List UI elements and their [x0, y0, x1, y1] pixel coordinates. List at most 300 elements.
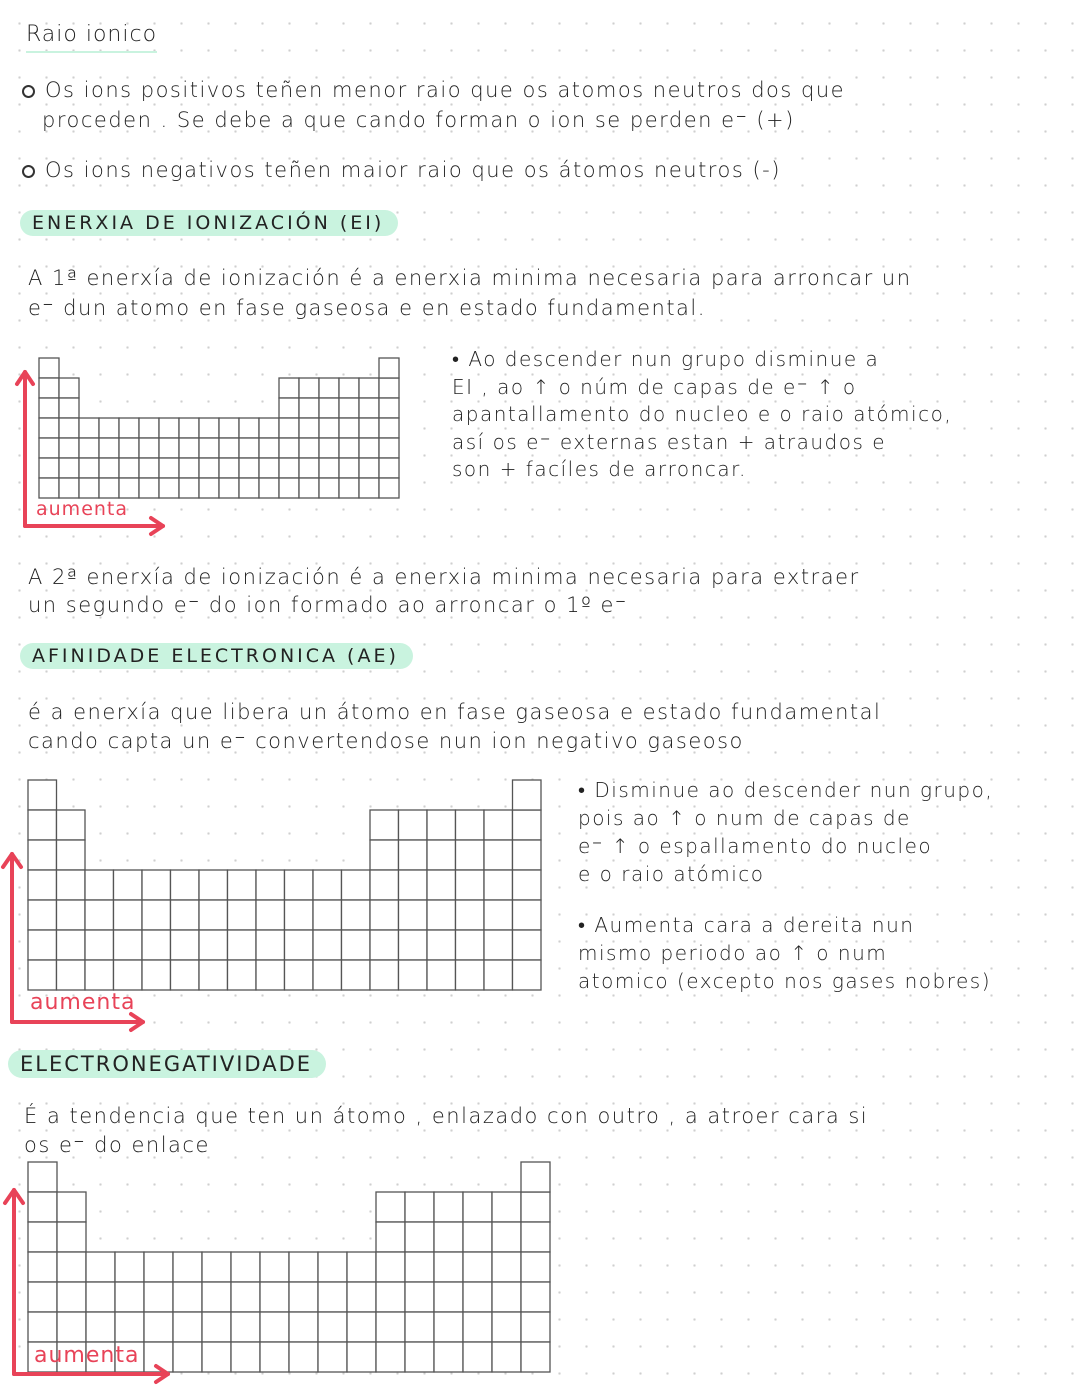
- table-cell: [173, 1282, 202, 1312]
- table-cell: [399, 900, 428, 930]
- table-cell: [173, 1312, 202, 1342]
- table-cell: [57, 1312, 86, 1342]
- table-cell: [228, 870, 257, 900]
- table-cell: [39, 418, 59, 438]
- table-cell: [339, 438, 359, 458]
- table-cell: [319, 418, 339, 438]
- ae-note-line: • Aumenta cara a dereita nun: [578, 913, 915, 937]
- table-cell: [59, 398, 79, 418]
- table-cell: [456, 960, 485, 990]
- table-cell: [171, 930, 200, 960]
- table-cell: [159, 458, 179, 478]
- table-cell: [463, 1282, 492, 1312]
- table-cell: [456, 930, 485, 960]
- table-cell: [313, 870, 342, 900]
- table-cell: [399, 870, 428, 900]
- table-cell: [179, 478, 199, 498]
- table-cell: [289, 1252, 318, 1282]
- table-cell: [159, 478, 179, 498]
- table-cell: [173, 1342, 202, 1372]
- table-cell: [159, 418, 179, 438]
- table-cell: [256, 900, 285, 930]
- table-cell: [319, 398, 339, 418]
- table-cell: [28, 1282, 57, 1312]
- table-cell: [359, 438, 379, 458]
- table-cell: [28, 840, 57, 870]
- table-cell: [492, 1282, 521, 1312]
- table-cell: [57, 1282, 86, 1312]
- table-cell: [260, 1342, 289, 1372]
- table-cell: [259, 458, 279, 478]
- table-cell: [405, 1312, 434, 1342]
- table-cell: [28, 1162, 57, 1192]
- table-cell: [114, 870, 143, 900]
- table-cell: [456, 900, 485, 930]
- table-cell: [114, 960, 143, 990]
- table-cell: [279, 398, 299, 418]
- ei-note-line: • Ao descender nun grupo disminue a: [452, 347, 880, 371]
- table-cell: [28, 810, 57, 840]
- table-cell: [318, 1312, 347, 1342]
- table-cell: [339, 458, 359, 478]
- ae-notes-1: [578, 776, 993, 888]
- table-cell: [347, 1282, 376, 1312]
- table-cell: [484, 900, 513, 930]
- table-cell: [256, 870, 285, 900]
- table-cell: [427, 960, 456, 990]
- table-cell: [299, 398, 319, 418]
- table-cell: [59, 378, 79, 398]
- table-cell: [259, 478, 279, 498]
- table-cell: [119, 438, 139, 458]
- table-cell: [39, 478, 59, 498]
- table-cell: [285, 900, 314, 930]
- table-cell: [319, 438, 339, 458]
- table-cell: [139, 458, 159, 478]
- table-cell: [376, 1222, 405, 1252]
- table-cell: [342, 900, 371, 930]
- table-cell: [379, 418, 399, 438]
- table-cell: [86, 1312, 115, 1342]
- table-cell: [85, 900, 114, 930]
- table-cell: [114, 900, 143, 930]
- table-cell: [115, 1252, 144, 1282]
- table-cell: [521, 1282, 550, 1312]
- table-cell: [492, 1192, 521, 1222]
- table-cell: [171, 960, 200, 990]
- table-cell: [370, 930, 399, 960]
- table-cell: [179, 438, 199, 458]
- ae-note-line: e⁻ ↑ o espallamento do nucleo: [578, 834, 933, 858]
- table-cell: [171, 900, 200, 930]
- table-cell: [376, 1342, 405, 1372]
- periodic-table-ei: [15, 350, 435, 550]
- table-cell: [199, 458, 219, 478]
- table-cell: [259, 438, 279, 458]
- table-cell: [484, 840, 513, 870]
- table-cell: [463, 1222, 492, 1252]
- table-cell: [285, 870, 314, 900]
- table-cell: [342, 930, 371, 960]
- table-cell: [86, 1252, 115, 1282]
- table-cell: [119, 458, 139, 478]
- table-cell: [434, 1252, 463, 1282]
- table-cell: [279, 458, 299, 478]
- table-cell: [405, 1222, 434, 1252]
- raio-bullet-1-line2: proceden . Se debe a que cando forman o ion se perden e⁻ (+): [42, 108, 795, 132]
- table-grid: [28, 1162, 550, 1372]
- table-cell: [405, 1192, 434, 1222]
- raio-bullet-1-line1: Os ions positivos teñen menor raio que os atomos neutros dos que: [45, 78, 846, 102]
- table-cell: [339, 418, 359, 438]
- table-cell: [39, 398, 59, 418]
- table-cell: [405, 1282, 434, 1312]
- table-cell: [492, 1222, 521, 1252]
- table-cell: [434, 1282, 463, 1312]
- table-cell: [376, 1252, 405, 1282]
- table-cell: [379, 378, 399, 398]
- table-cell: [114, 930, 143, 960]
- table-cell: [57, 1252, 86, 1282]
- table-cell: [484, 960, 513, 990]
- table-cell: [379, 398, 399, 418]
- table-cell: [342, 870, 371, 900]
- table-cell: [434, 1192, 463, 1222]
- table-cell: [521, 1312, 550, 1342]
- table-cell: [279, 478, 299, 498]
- table-cell: [202, 1342, 231, 1372]
- table-cell: [434, 1342, 463, 1372]
- table-cell: [434, 1222, 463, 1252]
- ei-definition-line2: e⁻ dun atomo en fase gaseosa e en estado fundamental.: [28, 296, 706, 320]
- table-cell: [79, 458, 99, 478]
- table-cell: [379, 358, 399, 378]
- table-cell: [279, 438, 299, 458]
- table-cell: [463, 1192, 492, 1222]
- table-cell: [85, 870, 114, 900]
- table-cell: [299, 458, 319, 478]
- table-cell: [142, 930, 171, 960]
- bullet-icon: [22, 165, 35, 178]
- table-cell: [513, 840, 542, 870]
- ae-definition-line1: é a enerxía que libera un átomo en fase gaseosa e estado fundamental: [28, 700, 882, 724]
- table-cell: [144, 1252, 173, 1282]
- table-cell: [463, 1312, 492, 1342]
- table-cell: [256, 930, 285, 960]
- table-cell: [99, 438, 119, 458]
- table-grid: [39, 358, 399, 498]
- table-cell: [139, 418, 159, 438]
- table-cell: [521, 1252, 550, 1282]
- table-cell: [228, 960, 257, 990]
- table-cell: [513, 780, 542, 810]
- table-cell: [289, 1282, 318, 1312]
- table-cell: [347, 1252, 376, 1282]
- table-cell: [142, 870, 171, 900]
- ei-note-line: son + facíles de arroncar.: [452, 457, 747, 481]
- table-cell: [313, 960, 342, 990]
- table-cell: [370, 840, 399, 870]
- table-cell: [115, 1312, 144, 1342]
- table-cell: [57, 1222, 86, 1252]
- table-cell: [28, 960, 57, 990]
- table-cell: [399, 810, 428, 840]
- table-cell: [299, 418, 319, 438]
- table-cell: [347, 1342, 376, 1372]
- table-cell: [513, 930, 542, 960]
- table-cell: [513, 960, 542, 990]
- table-cell: [231, 1282, 260, 1312]
- table-cell: [313, 900, 342, 930]
- table-cell: [228, 900, 257, 930]
- table-cell: [179, 458, 199, 478]
- table-cell: [427, 900, 456, 930]
- table-cell: [99, 458, 119, 478]
- ei-heading: ENERXIA DE IONIZACIÓN (EI): [20, 210, 398, 236]
- table-cell: [299, 438, 319, 458]
- table-cell: [484, 810, 513, 840]
- table-cell: [79, 438, 99, 458]
- table-cell: [239, 478, 259, 498]
- table-cell: [28, 1222, 57, 1252]
- table-cell: [28, 1312, 57, 1342]
- table-cell: [173, 1252, 202, 1282]
- table-cell: [285, 960, 314, 990]
- table-cell: [199, 418, 219, 438]
- ei-definition-line1: A 1ª enerxía de ionización é a enerxia minima necesaria para arroncar un: [28, 266, 912, 290]
- table-cell: [28, 1192, 57, 1222]
- table-cell: [359, 378, 379, 398]
- table-cell: [359, 398, 379, 418]
- table-cell: [339, 378, 359, 398]
- table-cell: [405, 1342, 434, 1372]
- table-cell: [28, 930, 57, 960]
- table-cell: [199, 960, 228, 990]
- ae-definition-line2: cando capta un e⁻ convertendose nun ion negativo gaseoso: [28, 729, 744, 753]
- table-cell: [484, 870, 513, 900]
- raio-bullet-1: [22, 78, 845, 102]
- table-cell: [339, 398, 359, 418]
- table-cell: [289, 1342, 318, 1372]
- ae-note-line: atomico (excepto nos gases nobres): [578, 969, 992, 993]
- table-cell: [379, 458, 399, 478]
- table-cell: [142, 960, 171, 990]
- aumenta-label-ei: aumenta: [36, 498, 129, 520]
- table-cell: [119, 478, 139, 498]
- table-cell: [85, 960, 114, 990]
- table-cell: [456, 870, 485, 900]
- table-cell: [347, 1312, 376, 1342]
- table-cell: [299, 478, 319, 498]
- table-cell: [492, 1312, 521, 1342]
- table-cell: [202, 1252, 231, 1282]
- table-cell: [379, 478, 399, 498]
- table-cell: [370, 870, 399, 900]
- ae-note-line: pois ao ↑ o num de capas de: [578, 806, 911, 830]
- table-cell: [219, 438, 239, 458]
- table-cell: [199, 478, 219, 498]
- table-cell: [57, 960, 86, 990]
- table-cell: [139, 438, 159, 458]
- table-cell: [399, 930, 428, 960]
- table-cell: [359, 478, 379, 498]
- table-cell: [39, 378, 59, 398]
- table-cell: [86, 1282, 115, 1312]
- table-cell: [85, 930, 114, 960]
- table-cell: [399, 960, 428, 990]
- table-cell: [199, 870, 228, 900]
- table-cell: [79, 418, 99, 438]
- table-cell: [299, 378, 319, 398]
- raio-bullet-2-text: Os ions negativos teñen maior raio que os átomos neutros (-): [45, 158, 781, 182]
- table-cell: [199, 930, 228, 960]
- table-cell: [376, 1192, 405, 1222]
- table-cell: [144, 1282, 173, 1312]
- table-cell: [28, 870, 57, 900]
- ei-notes: [452, 346, 952, 484]
- table-cell: [370, 810, 399, 840]
- table-cell: [370, 900, 399, 930]
- table-cell: [239, 438, 259, 458]
- table-cell: [231, 1252, 260, 1282]
- table-cell: [57, 1192, 86, 1222]
- table-cell: [239, 418, 259, 438]
- table-cell: [318, 1342, 347, 1372]
- table-cell: [202, 1282, 231, 1312]
- table-cell: [463, 1342, 492, 1372]
- table-cell: [199, 900, 228, 930]
- table-cell: [219, 458, 239, 478]
- table-cell: [144, 1312, 173, 1342]
- table-cell: [202, 1312, 231, 1342]
- ei-second-line1: A 2ª enerxía de ionización é a enerxia minima necesaria para extraer: [28, 565, 860, 589]
- ae-note-line: • Disminue ao descender nun grupo,: [578, 778, 994, 802]
- table-cell: [339, 478, 359, 498]
- table-cell: [28, 780, 57, 810]
- table-cell: [313, 930, 342, 960]
- table-cell: [513, 900, 542, 930]
- table-cell: [492, 1342, 521, 1372]
- table-cell: [427, 810, 456, 840]
- table-cell: [379, 438, 399, 458]
- table-cell: [319, 378, 339, 398]
- table-cell: [142, 900, 171, 930]
- table-cell: [279, 418, 299, 438]
- ae-heading: AFINIDADE ELECTRONICA (AE): [20, 643, 413, 669]
- table-cell: [115, 1282, 144, 1312]
- ae-notes-2: [578, 911, 991, 995]
- table-cell: [79, 478, 99, 498]
- table-cell: [427, 870, 456, 900]
- table-cell: [319, 458, 339, 478]
- aumenta-label-ae: aumenta: [30, 990, 136, 1015]
- table-cell: [260, 1252, 289, 1282]
- table-cell: [521, 1192, 550, 1222]
- table-cell: [179, 418, 199, 438]
- table-cell: [256, 960, 285, 990]
- table-cell: [456, 810, 485, 840]
- table-cell: [39, 358, 59, 378]
- table-cell: [231, 1342, 260, 1372]
- table-cell: [318, 1282, 347, 1312]
- table-cell: [359, 418, 379, 438]
- table-cell: [376, 1312, 405, 1342]
- table-cell: [171, 870, 200, 900]
- page-title: Raio ionico: [26, 22, 157, 53]
- table-cell: [57, 900, 86, 930]
- table-cell: [513, 870, 542, 900]
- ei-note-line: así os e⁻ externas estan + atraudos e: [452, 429, 887, 454]
- table-cell: [289, 1312, 318, 1342]
- table-cell: [119, 418, 139, 438]
- table-cell: [405, 1252, 434, 1282]
- table-cell: [285, 930, 314, 960]
- table-cell: [376, 1282, 405, 1312]
- table-cell: [57, 810, 86, 840]
- table-cell: [59, 478, 79, 498]
- table-cell: [99, 478, 119, 498]
- table-cell: [484, 930, 513, 960]
- table-cell: [279, 378, 299, 398]
- ei-second-line2: un segundo e⁻ do ion formado ao arroncar o 1º e⁻: [28, 593, 628, 617]
- table-cell: [59, 458, 79, 478]
- table-cell: [228, 930, 257, 960]
- table-cell: [260, 1282, 289, 1312]
- en-heading: ELECTRONEGATIVIDADE: [8, 1050, 326, 1078]
- table-cell: [59, 418, 79, 438]
- table-cell: [463, 1252, 492, 1282]
- table-cell: [427, 840, 456, 870]
- table-cell: [57, 870, 86, 900]
- en-definition-line1: É a tendencia que ten un átomo , enlazado con outro , a atroer cara si: [24, 1104, 869, 1128]
- table-cell: [99, 418, 119, 438]
- bullet-icon: [22, 85, 35, 98]
- table-cell: [260, 1312, 289, 1342]
- table-cell: [59, 438, 79, 458]
- table-grid: [28, 780, 541, 990]
- table-cell: [521, 1342, 550, 1372]
- table-cell: [139, 478, 159, 498]
- ei-note-line: apantallamento do nucleo e o raio atómico,: [452, 402, 953, 426]
- en-definition-line2: os e⁻ do enlace: [24, 1133, 210, 1157]
- aumenta-label-en: aumenta: [34, 1343, 140, 1368]
- table-cell: [259, 418, 279, 438]
- table-cell: [521, 1222, 550, 1252]
- table-cell: [434, 1312, 463, 1342]
- table-cell: [492, 1252, 521, 1282]
- table-cell: [239, 458, 259, 478]
- table-cell: [342, 960, 371, 990]
- table-cell: [219, 478, 239, 498]
- ae-note-line: mismo periodo ao ↑ o num: [578, 941, 888, 965]
- table-cell: [318, 1252, 347, 1282]
- table-cell: [513, 810, 542, 840]
- raio-bullet-2: [22, 158, 781, 182]
- table-cell: [219, 418, 239, 438]
- table-cell: [28, 1252, 57, 1282]
- table-cell: [159, 438, 179, 458]
- table-cell: [399, 840, 428, 870]
- table-cell: [57, 930, 86, 960]
- table-cell: [427, 930, 456, 960]
- ae-note-line: e o raio atómico: [578, 862, 765, 886]
- table-cell: [57, 840, 86, 870]
- table-cell: [199, 438, 219, 458]
- table-cell: [231, 1312, 260, 1342]
- table-cell: [39, 458, 59, 478]
- table-cell: [319, 478, 339, 498]
- ei-note-line: EI , ao ↑ o núm de capas de e⁻ ↑ o: [452, 374, 857, 399]
